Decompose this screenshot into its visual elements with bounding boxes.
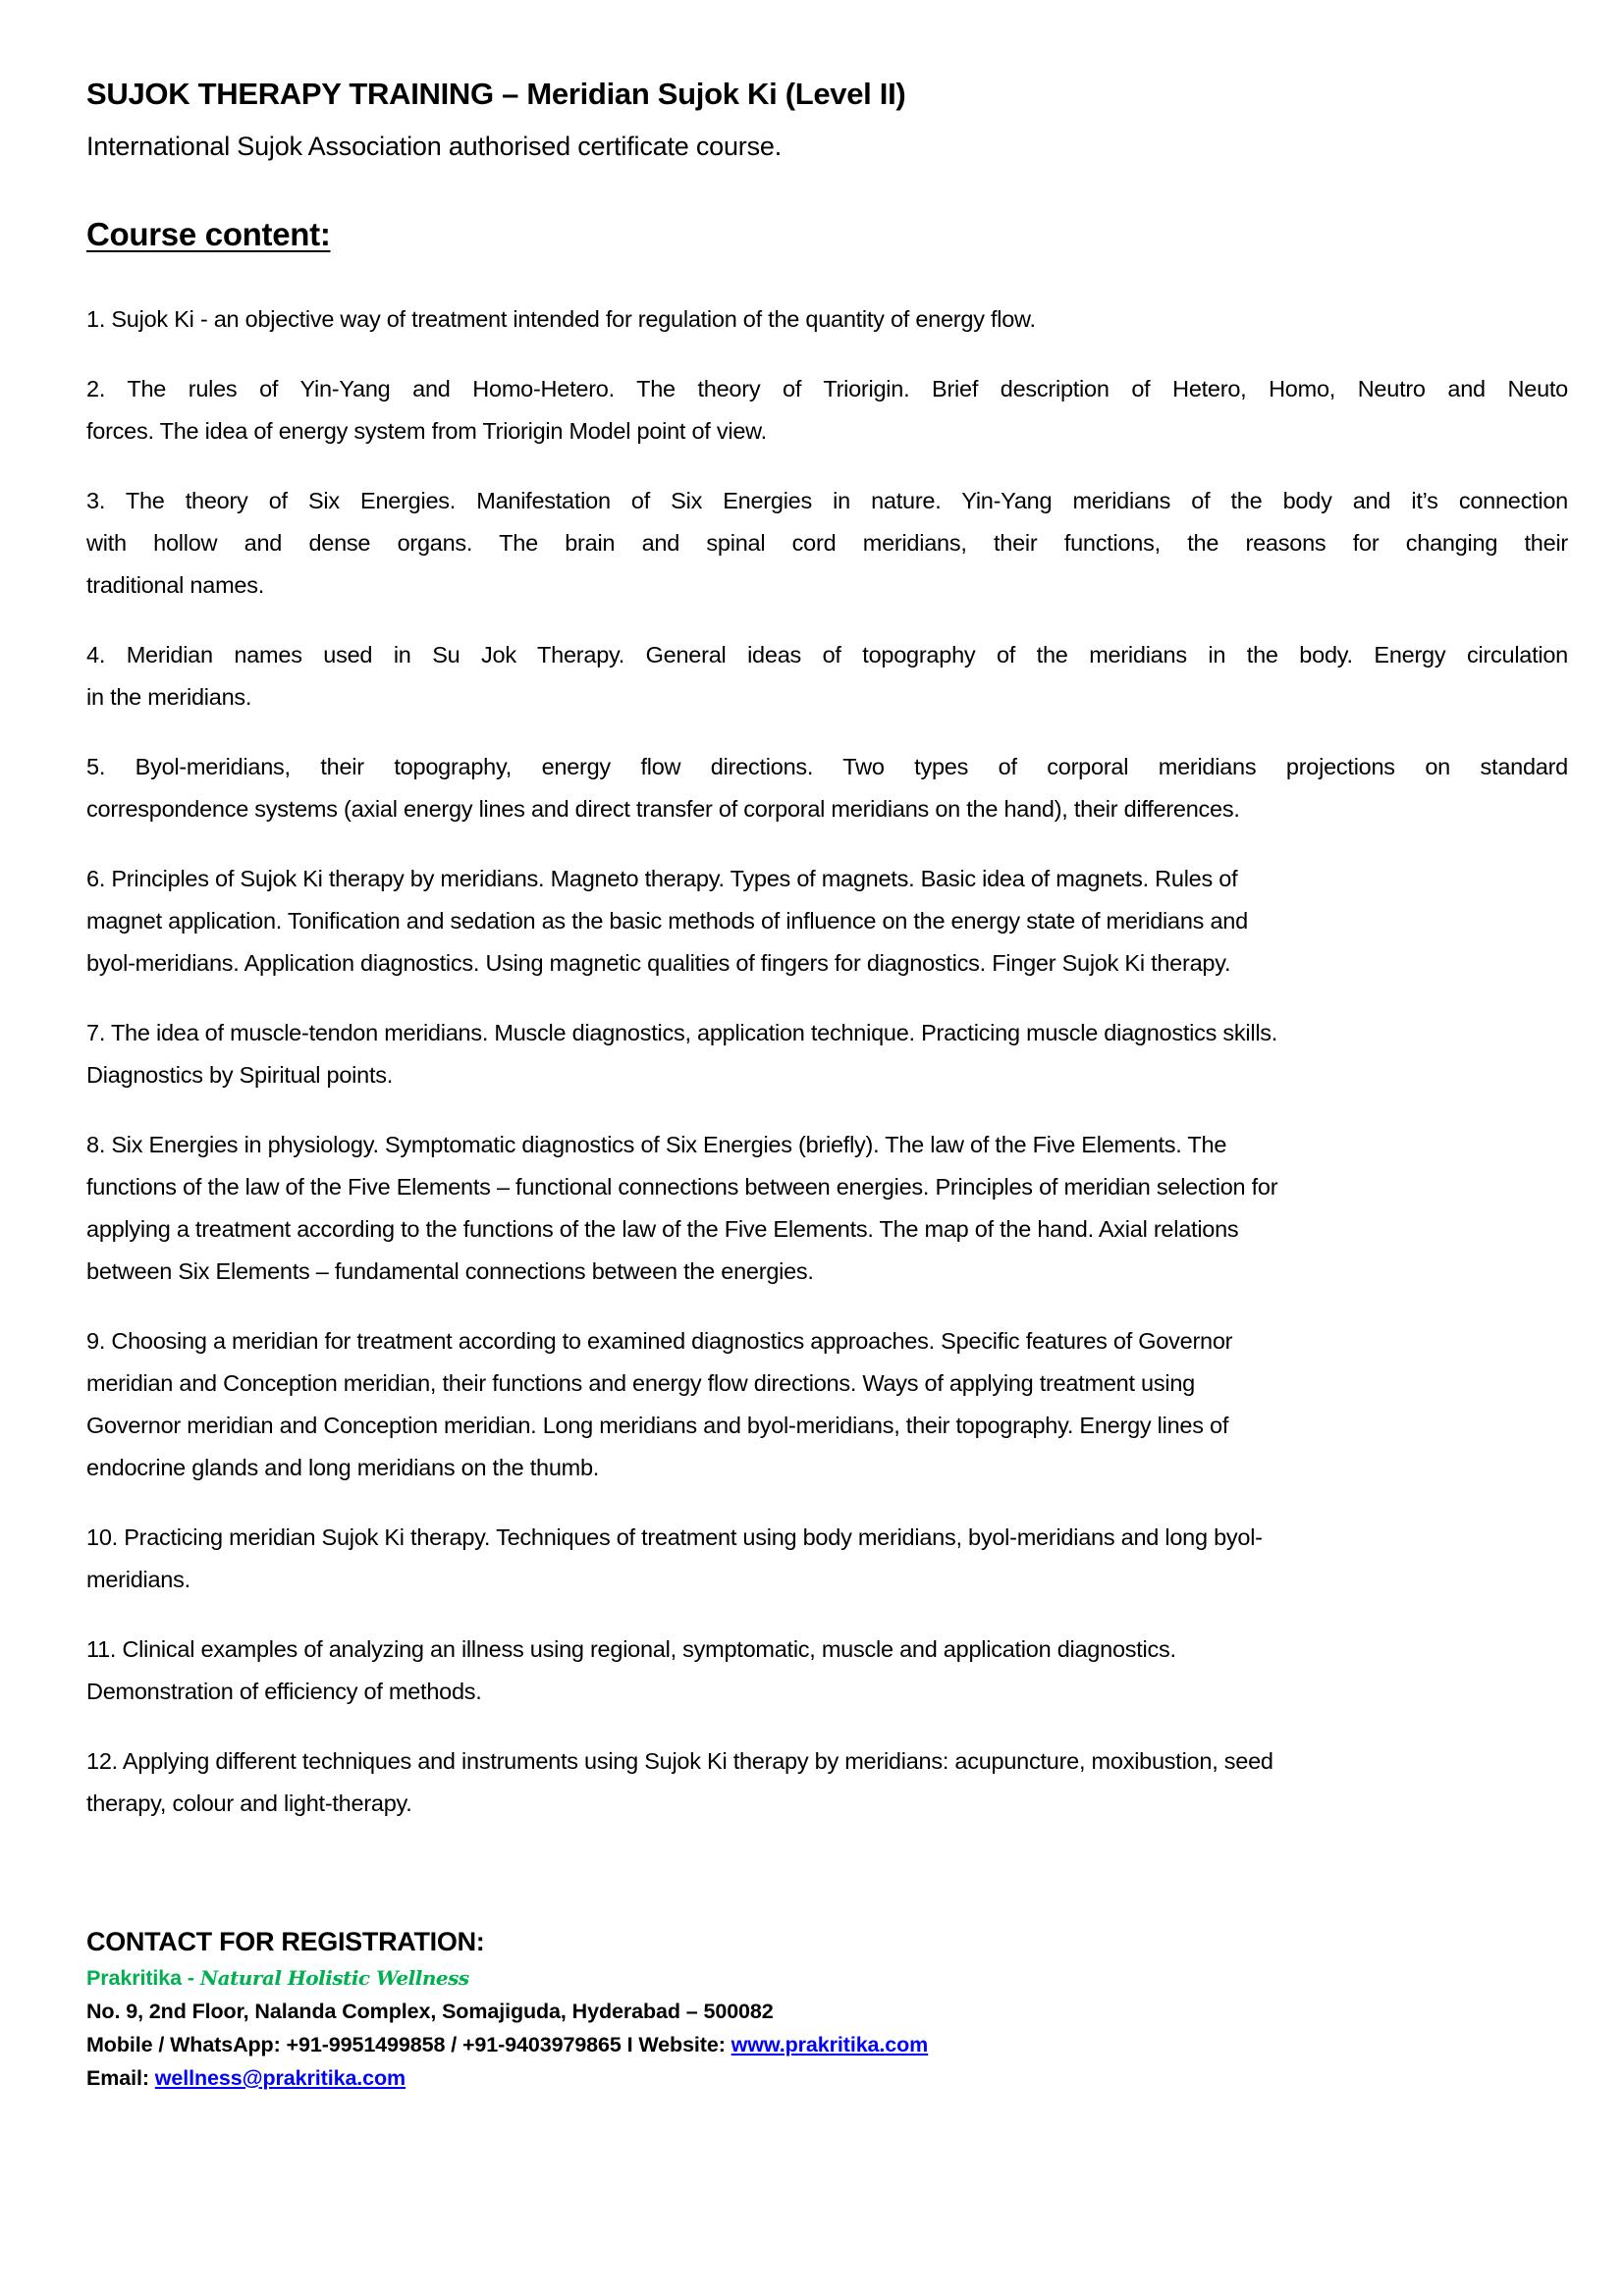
- email-link[interactable]: wellness@prakritika.com: [154, 2066, 406, 2090]
- course-item: [86, 368, 1568, 453]
- phone-label: Mobile / WhatsApp: +91-9951499858 / +91-9403979865 I Website:: [86, 2033, 731, 2056]
- course-item-line: 9. Choosing a meridian for treatment according to examined diagnostics approaches. Specific features of Governor: [86, 1328, 1233, 1354]
- course-item-line: Governor meridian and Conception meridian. Long meridians and byol-meridians, their topography. Energy lines of: [86, 1413, 1229, 1438]
- course-item: [86, 480, 1568, 607]
- course-item-line: traditional names.: [86, 572, 264, 598]
- course-item-line: functions of the law of the Five Elements – functional connections between energies. Principles of meridian selection for: [86, 1174, 1278, 1200]
- course-item: [86, 1124, 1568, 1293]
- brand-line: [86, 1961, 928, 1995]
- course-item-line: meridians.: [86, 1567, 190, 1592]
- course-item: [86, 1629, 1568, 1713]
- course-item-line: 4. Meridian names used in Su Jok Therapy. General ideas of topography of the meridians in the body. Energy circulation: [86, 642, 1568, 667]
- course-item: [86, 1517, 1568, 1601]
- course-item: [86, 1740, 1568, 1825]
- course-content-heading: Course content:: [86, 216, 331, 252]
- course-item-line: 1. Sujok Ki - an objective way of treatment intended for regulation of the quantity of energy flow.: [86, 306, 1036, 332]
- course-item-line: magnet application. Tonification and sedation as the basic methods of influence on the energy state of meridians and: [86, 908, 1248, 934]
- course-item: [86, 634, 1568, 719]
- contact-block: [86, 1922, 928, 2095]
- course-item-line: 3. The theory of Six Energies. Manifestation of Six Energies in nature. Yin-Yang meridians of the body and it’s connection: [86, 488, 1568, 513]
- course-item: [86, 298, 1568, 341]
- course-item-line: therapy, colour and light-therapy.: [86, 1790, 412, 1816]
- course-item-line: Demonstration of efficiency of methods.: [86, 1679, 482, 1704]
- course-item-line: 6. Principles of Sujok Ki therapy by meridians. Magneto therapy. Types of magnets. Basic idea of magnets. Rules of: [86, 866, 1238, 891]
- course-item-line: meridian and Conception meridian, their functions and energy flow directions. Ways of applying treatment using: [86, 1370, 1195, 1396]
- course-item-line: 7. The idea of muscle-tendon meridians. Muscle diagnostics, application technique. Practicing muscle diagnostics skills.: [86, 1020, 1278, 1045]
- course-item-line: forces. The idea of energy system from Triorigin Model point of view.: [86, 418, 767, 444]
- course-item-line: 10. Practicing meridian Sujok Ki therapy. Techniques of treatment using body meridians, byol-meridians and long byol-: [86, 1524, 1263, 1550]
- phone-website-line: [86, 2028, 928, 2061]
- email-line: [86, 2061, 928, 2095]
- course-content-list: [86, 298, 1568, 1852]
- website-link[interactable]: www.prakritika.com: [731, 2033, 929, 2056]
- course-item-line: 11. Clinical examples of analyzing an illness using regional, symptomatic, muscle and application diagnostics.: [86, 1636, 1176, 1662]
- course-item: [86, 1012, 1568, 1096]
- brand-name: Prakritika -: [86, 1966, 200, 1990]
- course-item-line: 2. The rules of Yin-Yang and Homo-Hetero. The theory of Triorigin. Brief description of Hetero, Homo, Neutro and Neuto: [86, 376, 1568, 401]
- course-item-line: Diagnostics by Spiritual points.: [86, 1062, 394, 1088]
- course-item-line: applying a treatment according to the functions of the law of the Five Elements. The map of the hand. Axial relations: [86, 1216, 1239, 1242]
- course-item-line: correspondence systems (axial energy lines and direct transfer of corporal meridians on the hand), their differences.: [86, 796, 1240, 822]
- course-item-line: 8. Six Energies in physiology. Symptomatic diagnostics of Six Energies (briefly). The law of the Five Elements. The: [86, 1132, 1227, 1157]
- address-line: No. 9, 2nd Floor, Nalanda Complex, Somajiguda, Hyderabad – 500082: [86, 2000, 774, 2023]
- page-title: SUJOK THERAPY TRAINING – Meridian Sujok Ki (Level II): [86, 77, 906, 111]
- course-item-line: 5. Byol-meridians, their topography, energy flow directions. Two types of corporal meridians projections on standard: [86, 754, 1568, 779]
- course-item-line: in the meridians.: [86, 684, 252, 710]
- email-label: Email:: [86, 2066, 155, 2090]
- course-item-line: with hollow and dense organs. The brain and spinal cord meridians, their functions, the reasons for changing their: [86, 530, 1568, 556]
- course-item: [86, 746, 1568, 830]
- course-item-line: 12. Applying different techniques and instruments using Sujok Ki therapy by meridians: acupuncture, moxibustion, seed: [86, 1748, 1273, 1774]
- course-item: [86, 858, 1568, 985]
- page-subtitle: International Sujok Association authorised certificate course.: [86, 132, 783, 161]
- course-item-line: between Six Elements – fundamental connections between the energies.: [86, 1258, 814, 1284]
- brand-tagline: Natural Holistic Wellness: [199, 1966, 469, 1990]
- course-item-line: endocrine glands and long meridians on the thumb.: [86, 1455, 600, 1480]
- contact-heading: CONTACT FOR REGISTRATION:: [86, 1927, 485, 1956]
- course-item-line: byol-meridians. Application diagnostics. Using magnetic qualities of fingers for diagnostics. Finger Sujok Ki therapy.: [86, 950, 1231, 976]
- course-item: [86, 1320, 1568, 1489]
